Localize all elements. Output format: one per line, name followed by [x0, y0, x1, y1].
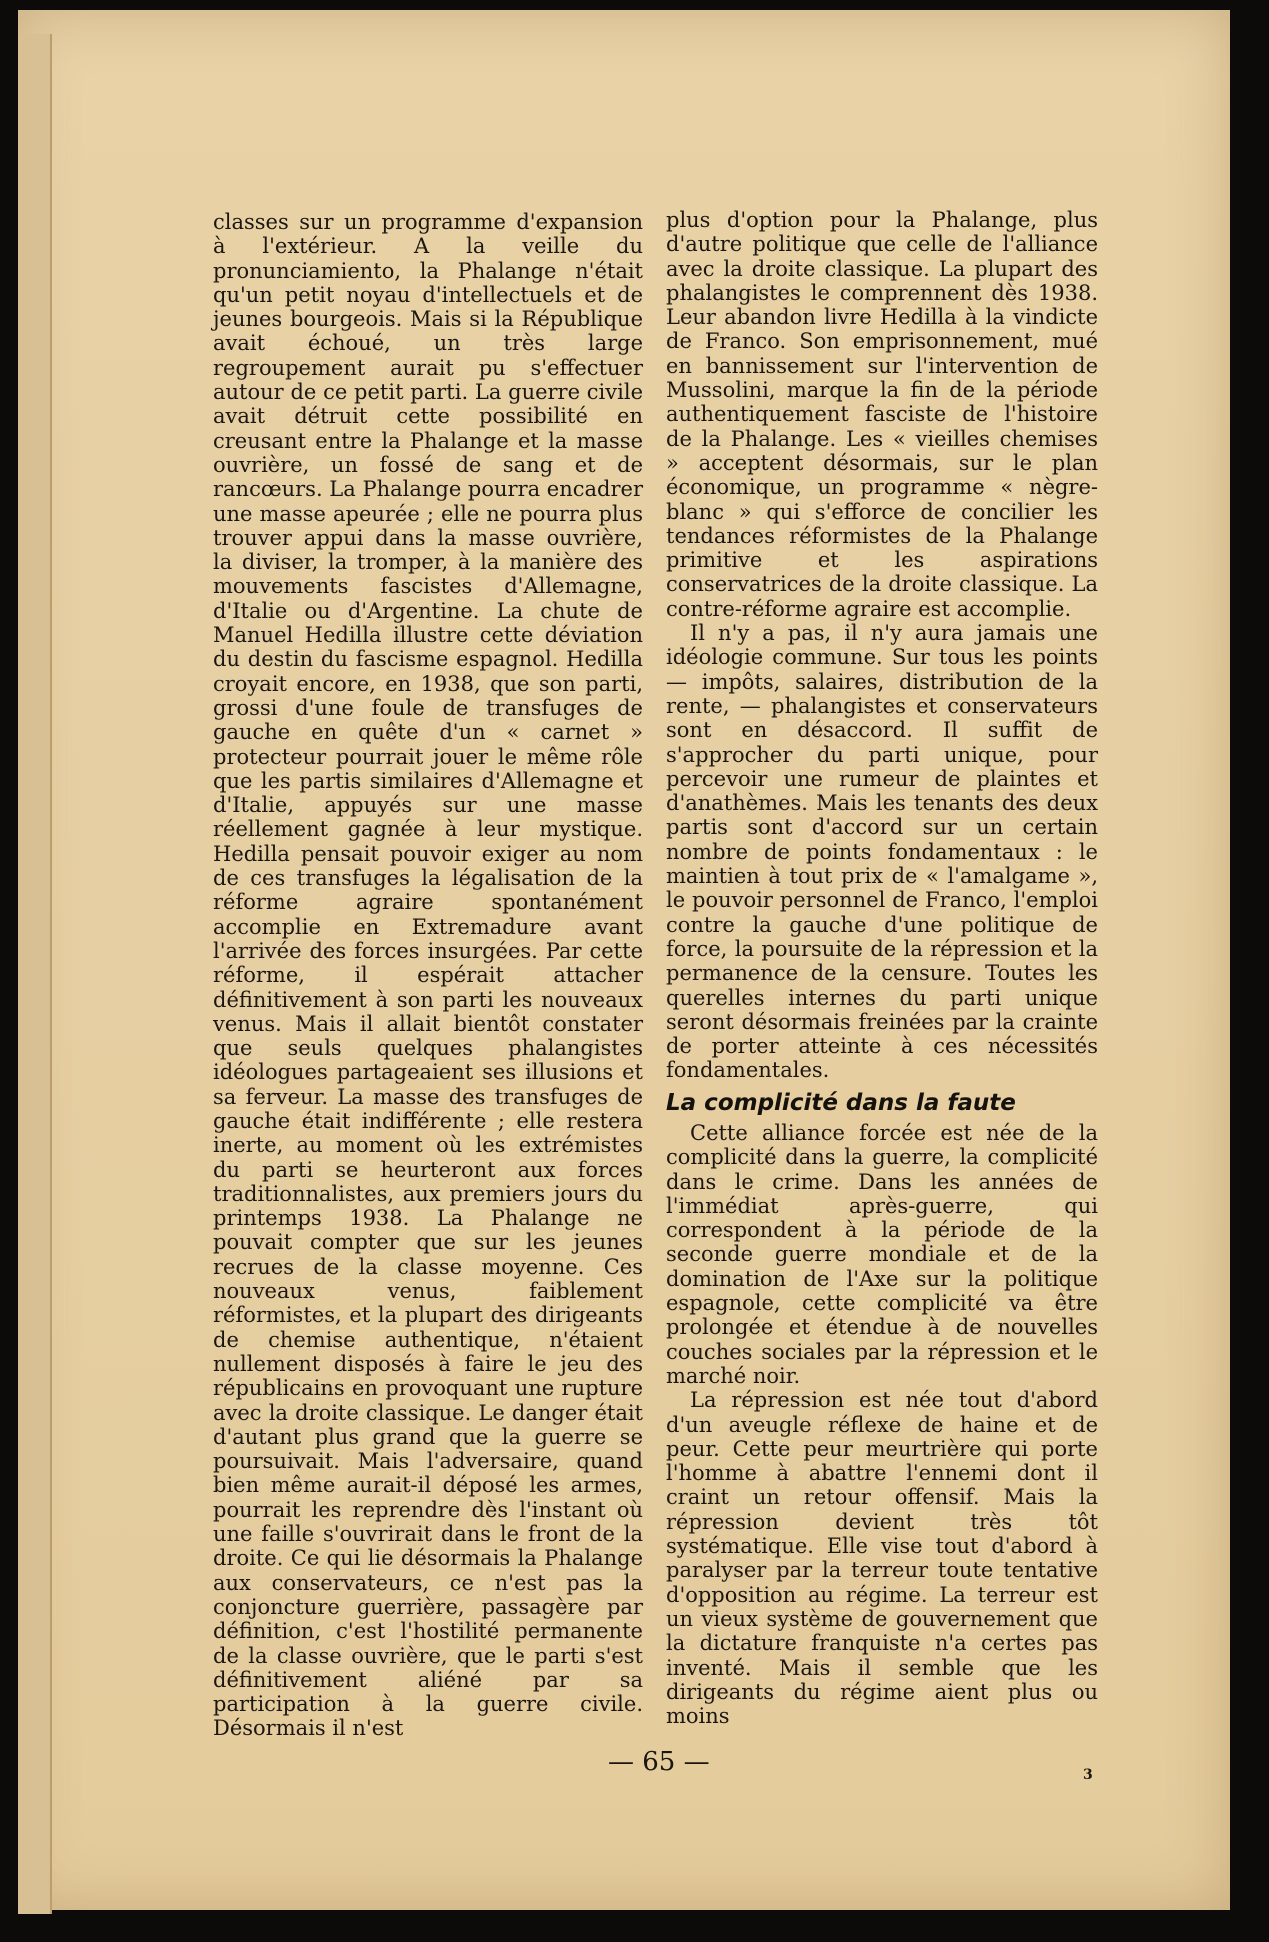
signature-mark: 3	[1083, 1767, 1093, 1783]
paragraph: La répression est née tout d'abord d'un aveugle réflexe de haine et de peur. Cette peur meurtrière qui porte l'homme à abattre l'ennemi dont il craint un retour offensif. Mais la répression devient très tôt systématique. Elle vise tout d'abord à paralyser par la terreur toute tentative d'opposition au régime. La terreur est un vieux système de gouvernement que la dictature franquiste n'a certes pas inventé. Mais il semble que les dirigeants du régime aient plus ou moins	[666, 1388, 1098, 1729]
book-page	[18, 10, 1230, 1910]
paragraph: Il n'y a pas, il n'y aura jamais une idéologie commune. Sur tous les points — impôts, salaires, distribution de la rente, — phalangistes et conservateurs sont en désaccord. Il suffit de s'approcher du parti unique, pour percevoir une rumeur de plaintes et d'anathèmes. Mais les tenants des deux partis sont d'accord sur un certain nombre de points fondamentaux : le maintien à tout prix de « l'amalgame », le pouvoir personnel de Franco, l'emploi contre la gauche d'une politique de force, la poursuite de la répression et la permanence de la censure. Toutes les querelles internes du parti unique seront désormais freinées par la crainte de porter atteinte à ces nécessités fondamentales.	[666, 621, 1098, 1083]
section-heading: La complicité dans la faute	[666, 1089, 1016, 1116]
paragraph: Cette alliance forcée est née de la complicité dans la guerre, la complicité dans le crime. Dans les années de l'immédiat après-guerre, qui correspondent à la période de la seconde guerre mondiale et de la domination de l'Axe sur la politique espagnole, cette complicité va être prolongée et étendue à de nouvelles couches sociales par la répression et le marché noir.	[666, 1120, 1098, 1388]
paragraph: classes sur un programme d'expansion à l'extérieur. A la veille du pronunciamiento, la Phalange n'était qu'un petit noyau d'intellectuels et de jeunes bourgeois. Mais si la République avait échoué, un très large regroupement aurait pu s'effectuer autour de ce petit parti. La guerre civile avait détruit cette possibilité en creusant entre la Phalange et la masse ouvrière, un fossé de sang et de rancœurs. La Phalange pourra encadrer une masse apeurée ; elle ne pourra plus trouver appui dans la masse ouvrière, la diviser, la tromper, à la manière des mouvements fascistes d'Allemagne, d'Italie ou d'Argentine. La chute de Manuel Hedilla illustre cette déviation du destin du fascisme espagnol. Hedilla croyait encore, en 1938, que son parti, grossi d'une foule de transfuges de gauche en quête d'un « carnet » protecteur pourrait jouer le même rôle que les partis similaires d'Allemagne et d'Italie, appuyés sur une masse réellement gagnée à leur mystique. Hedilla pensait pouvoir exiger au nom de ces transfuges la légalisation de la réforme agraire spontanément accomplie en Extremadure avant l'arrivée des forces insurgées. Par cette réforme, il espérait attacher définitivement à son parti les nouveaux venus. Mais il allait bientôt constater que seuls quelques phalangistes idéologues partageaient ses illusions et sa ferveur. La masse des transfuges de gauche était indifférente ; elle restera inerte, au moment où les extrémistes du parti se heurteront aux forces traditionnalistes, aux premiers jours du printemps 1938. La Phalange ne pouvait compter que sur les jeunes recrues de la classe moyenne. Ces nouveaux venus, faiblement réformistes, et la plupart des dirigeants de chemise authentique, n'étaient nullement disposés à faire le jeu des républicains en provoquant une rupture avec la droite classique. Le danger était d'autant plus grand que la guerre se poursuivait. Mais l'adversaire, quand bien même aurait-il déposé les armes, pourrait les reprendre dès l'instant où une faille s'ouvrirait dans le front de la droite. Ce qui lie désormais la Phalange aux conservateurs, ce n'est pas la conjoncture guerrière, passagère par définition, c'est l'hostilité permanente de la classe ouvrière, que le parti s'est définitivement aliéné par sa participation à la guerre civile. Désormais il n'est	[213, 210, 643, 1741]
facing-page-edge	[18, 34, 52, 1914]
paragraph: plus d'option pour la Phalange, plus d'autre politique que celle de l'alliance avec la droite classique. La plupart des phalangistes le comprennent dès 1938. Leur abandon livre Hedilla à la vindicte de Franco. Son emprisonnement, mué en bannissement sur l'intervention de Mussolini, marque la fin de la période authentiquement fasciste de l'histoire de la Phalange. Les « vieilles chemises » acceptent désormais, sur le plan économique, un programme « nègre-blanc » qui s'efforce de concilier les tendances réformistes de la Phalange primitive et les aspirations conservatrices de la droite classique. La contre-réforme agraire est accomplie.	[666, 208, 1098, 621]
left-text-column	[213, 210, 643, 1741]
right-text-column	[666, 208, 1098, 1728]
page-number: — 65 —	[608, 1747, 710, 1777]
